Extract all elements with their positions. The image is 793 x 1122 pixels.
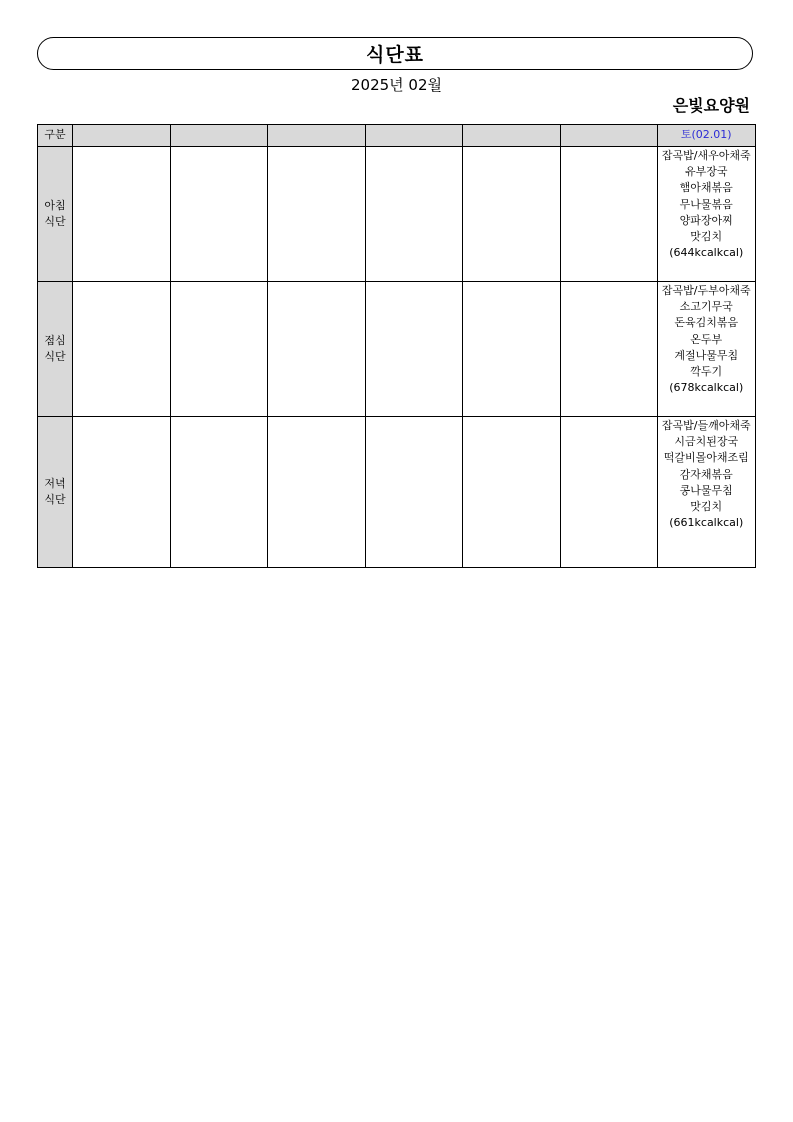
row-label-dinner [38,417,73,568]
menu-item: 돈육김치볶음 [674,316,739,330]
page-title: 식단표 [365,44,425,66]
table-row-dinner [38,417,756,568]
header-day-cell [170,125,268,147]
menu-item: 맛김치 [690,230,723,244]
menu-item: 소고기무국 [679,300,733,314]
day-cell [170,282,268,417]
day-cell [268,147,366,282]
menu-table [37,124,756,568]
menu-item: 계절나물무침 [674,348,739,362]
header-day-cell [365,125,463,147]
menu-item: 잡곡밥/두부아채죽 [661,284,751,297]
menu-item: 맛김치 [690,500,723,514]
day-cell [463,417,561,568]
day-cell [170,147,268,282]
day-cell [560,147,658,282]
day-cell [268,282,366,417]
day-cell [268,417,366,568]
day-cell [365,282,463,417]
title-banner [37,37,753,70]
row-label-breakfast [38,147,73,282]
row-label-line: 저녁 [44,477,66,490]
day-cell [560,282,658,417]
table-header-row [38,125,756,147]
menu-item: 온두부 [690,332,723,346]
day-cell [365,147,463,282]
day-cell [365,417,463,568]
header-date-saturday: 토(02.01) [658,125,756,147]
menu-item: 깍두기 [690,365,723,379]
row-label-line: 점심 [44,334,66,347]
menu-item: 떡갈비몰아채조림 [663,451,749,465]
saturday-lunch-cell [658,282,756,417]
header-day-cell [560,125,658,147]
menu-item: 양파장아찌 [679,213,733,227]
row-label-line: 식단 [44,493,66,506]
calorie-label: (661kcalkcal) [669,516,744,530]
menu-item: 콩나물무침 [679,483,733,497]
row-label-line: 아침 [44,199,66,212]
row-label-line: 식단 [44,215,66,228]
menu-item: 무나물볶음 [679,197,733,211]
menu-item: 햄아채볶음 [679,181,733,195]
menu-item: 감자채볶음 [679,467,733,481]
row-label-line: 식단 [44,350,66,363]
day-cell [463,147,561,282]
menu-item: 시금치된장국 [674,435,739,449]
header-day-cell [268,125,366,147]
day-cell [463,282,561,417]
header-label-cell: 구분 [38,125,73,147]
day-cell [170,417,268,568]
table-row-lunch [38,282,756,417]
day-cell [73,417,171,568]
menu-item: 잡곡밥/새우아채죽 [661,149,751,162]
header-day-cell [463,125,561,147]
saturday-breakfast-cell [658,147,756,282]
month-label: 2025년 02월 [350,76,442,94]
day-cell [73,282,171,417]
menu-item: 잡곡밥/들깨아채죽 [661,419,751,432]
table-row-breakfast [38,147,756,282]
day-cell [560,417,658,568]
calorie-label: (644kcalkcal) [669,246,744,260]
menu-item: 유부장국 [684,165,728,179]
calorie-label: (678kcalkcal) [669,381,744,395]
header-day-cell [73,125,171,147]
facility-name: 은빛요양원 [672,96,750,115]
day-cell [73,147,171,282]
row-label-lunch [38,282,73,417]
saturday-dinner-cell [658,417,756,568]
